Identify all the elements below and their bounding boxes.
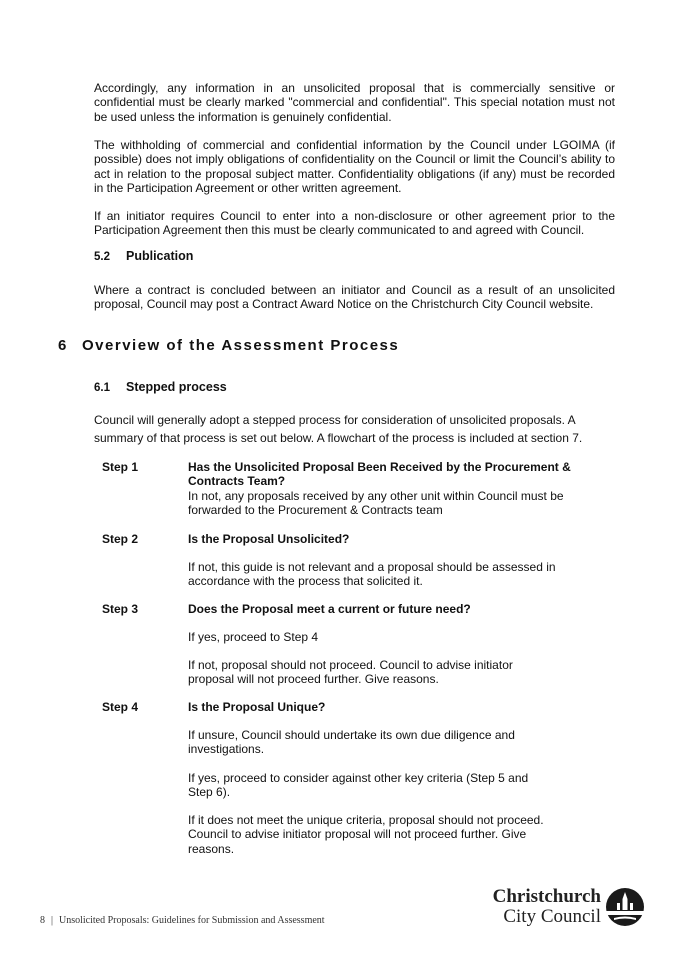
step-4-label: Step 4 — [102, 700, 139, 714]
page-footer — [40, 915, 325, 926]
subsection-heading-publication — [94, 249, 193, 263]
step-4-text-no: If it does not meet the unique criteria, proposal should not proceed. Council to advise initiator proposal will not proceed further. Give reasons. — [188, 813, 544, 856]
subsection-title: Stepped process — [126, 380, 227, 394]
paragraph-withholding-information: The withholding of commercial and confidential information by the Council under LGOIMA (if possible) does not imply obligations of confidentiality on the Council or limit the Council’s ability to act in relation to the proposal subject matter. Confidentiality obligations (if any) must be recorded in the Participation Agreement or other written agreement. — [94, 138, 615, 196]
christchurch-city-council-logo — [482, 886, 647, 932]
paragraph-commercial-confidential: Accordingly, any information in an unsolicited proposal that is commercially sensitive or confidential must be clearly marked "commercial and confidential". This special notation must not be used unless the information is genuinely confidential. — [94, 81, 615, 124]
step-1-title: Has the Unsolicited Proposal Been Received by the Procurement & Contracts Team? — [188, 460, 571, 489]
page-number: 8 — [40, 915, 45, 926]
step-1-text: In not, any proposals received by any other unit within Council must be forwarded to the Procurement & Contracts team — [188, 489, 564, 518]
step-1-label: Step 1 — [102, 460, 139, 474]
step-4-text-yes: If yes, proceed to consider against other key criteria (Step 5 and Step 6). — [188, 771, 529, 800]
step-4-text-unsure: If unsure, Council should undertake its own due diligence and investigations. — [188, 728, 515, 757]
paragraph-non-disclosure: If an initiator requires Council to enter into a non-disclosure or other agreement prior to the Participation Agreement then this must be clearly communicated to and agreed with Council. — [94, 209, 615, 238]
logo-line-1: Christchurch — [492, 886, 601, 907]
section-title: Overview of the Assessment Process — [82, 337, 400, 354]
step-3-text-no: If not, proposal should not proceed. Council to advise initiator proposal will not proceed further. Give reasons. — [188, 658, 513, 687]
subsection-heading-stepped-process — [94, 380, 227, 394]
step-2-text: If not, this guide is not relevant and a proposal should be assessed in accordance with the process that solicited it. — [188, 560, 556, 589]
paragraph-publication: Where a contract is concluded between an initiator and Council as a result of an unsolicited proposal, Council may post a Contract Award Notice on the Christchurch City Council website. — [94, 283, 615, 312]
step-3-title: Does the Proposal meet a current or future need? — [188, 602, 471, 616]
step-4-title: Is the Proposal Unique? — [188, 700, 326, 714]
subsection-number: 5.2 — [94, 251, 110, 263]
subsection-title: Publication — [126, 249, 194, 263]
section-number: 6 — [58, 337, 67, 354]
step-2-title: Is the Proposal Unsolicited? — [188, 532, 350, 546]
step-2-label: Step 2 — [102, 532, 139, 546]
step-3-label: Step 3 — [102, 602, 139, 616]
footer-separator: | — [51, 915, 54, 926]
step-3-text-yes: If yes, proceed to Step 4 — [188, 630, 319, 644]
section-heading-assessment-process — [58, 337, 399, 354]
subsection-number: 6.1 — [94, 382, 110, 394]
logo-line-2: City Council — [503, 906, 601, 927]
paragraph-stepped-process-intro: Council will generally adopt a stepped process for consideration of unsolicited proposals. A summary of that process is set out below. A flowchart of the process is included at section 7. — [94, 413, 583, 445]
cathedral-emblem-icon — [605, 887, 645, 927]
footer-document-title: Unsolicited Proposals: Guidelines for Submission and Assessment — [59, 915, 325, 926]
